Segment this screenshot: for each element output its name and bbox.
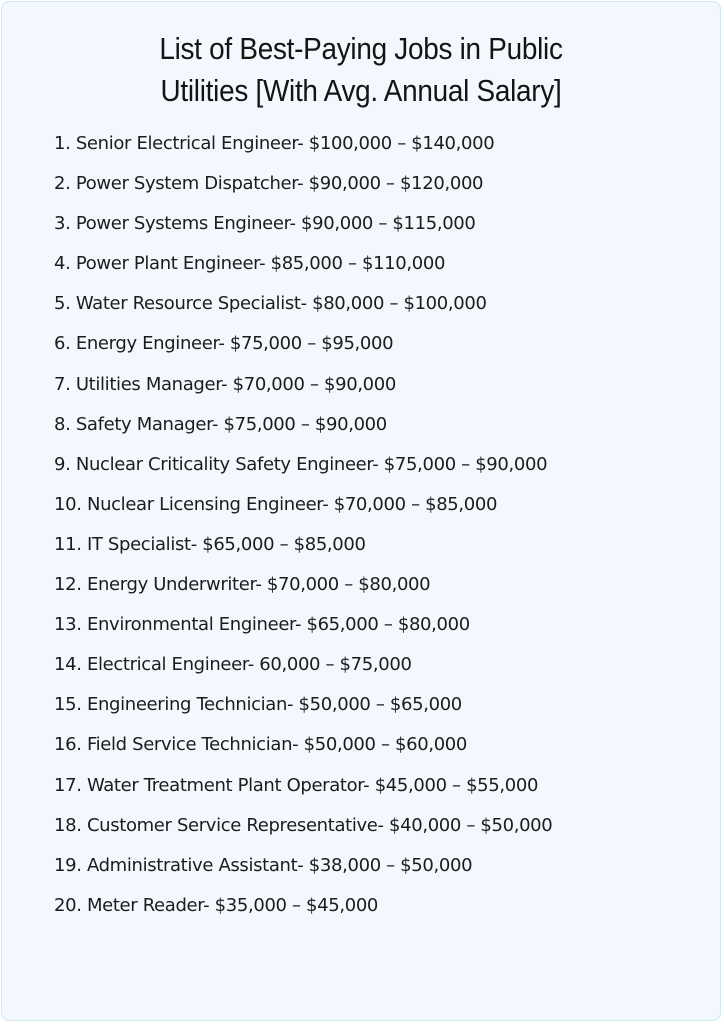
list-item: 10. Nuclear Licensing Engineer- $70,000 – $85,000 bbox=[54, 493, 498, 515]
list-item: 14. Electrical Engineer- 60,000 – $75,000 bbox=[54, 654, 412, 676]
list-item: 17. Water Treatment Plant Operator- $45,000 – $55,000 bbox=[54, 774, 539, 796]
list-item: 1. Senior Electrical Engineer- $100,000 – $140,000 bbox=[54, 133, 495, 154]
list-item: 3. Power Systems Engineer- $90,000 – $115,000 bbox=[54, 213, 476, 235]
list-item: 5. Water Resource Specialist- $80,000 – $100,000 bbox=[54, 293, 487, 315]
list-item: 2. Power System Dispatcher- $90,000 – $120,000 bbox=[54, 173, 484, 195]
list-item: 20. Meter Reader- $35,000 – $45,000 bbox=[54, 894, 379, 916]
list-item: 18. Customer Service Representative- $40,000 – $50,000 bbox=[54, 814, 553, 836]
jobs-list bbox=[54, 128, 552, 930]
list-item: 16. Field Service Technician- $50,000 – $60,000 bbox=[54, 734, 468, 756]
list-item: 12. Energy Underwriter- $70,000 – $80,000 bbox=[54, 574, 431, 596]
list-item: 19. Administrative Assistant- $38,000 – $50,000 bbox=[54, 854, 473, 876]
list-item: 6. Energy Engineer- $75,000 – $95,000 bbox=[54, 333, 394, 355]
title-line-1: List of Best-Paying Jobs in Public bbox=[159, 31, 563, 66]
list-item: 15. Engineering Technician- $50,000 – $65,000 bbox=[54, 694, 462, 716]
title-line-2: Utilities [With Avg. Annual Salary] bbox=[160, 73, 562, 108]
list-item: 9. Nuclear Criticality Safety Engineer- $75,000 – $90,000 bbox=[54, 453, 548, 475]
list-item: 8. Safety Manager- $75,000 – $90,000 bbox=[54, 413, 387, 435]
list-item: 4. Power Plant Engineer- $85,000 – $110,000 bbox=[54, 253, 446, 275]
page-title bbox=[38, 28, 684, 112]
list-item: 13. Environmental Engineer- $65,000 – $80,000 bbox=[54, 614, 470, 636]
list-item: 11. IT Specialist- $65,000 – $85,000 bbox=[54, 533, 366, 555]
salary-list-card bbox=[1, 1, 721, 1021]
list-item: 7. Utilities Manager- $70,000 – $90,000 bbox=[54, 373, 396, 395]
